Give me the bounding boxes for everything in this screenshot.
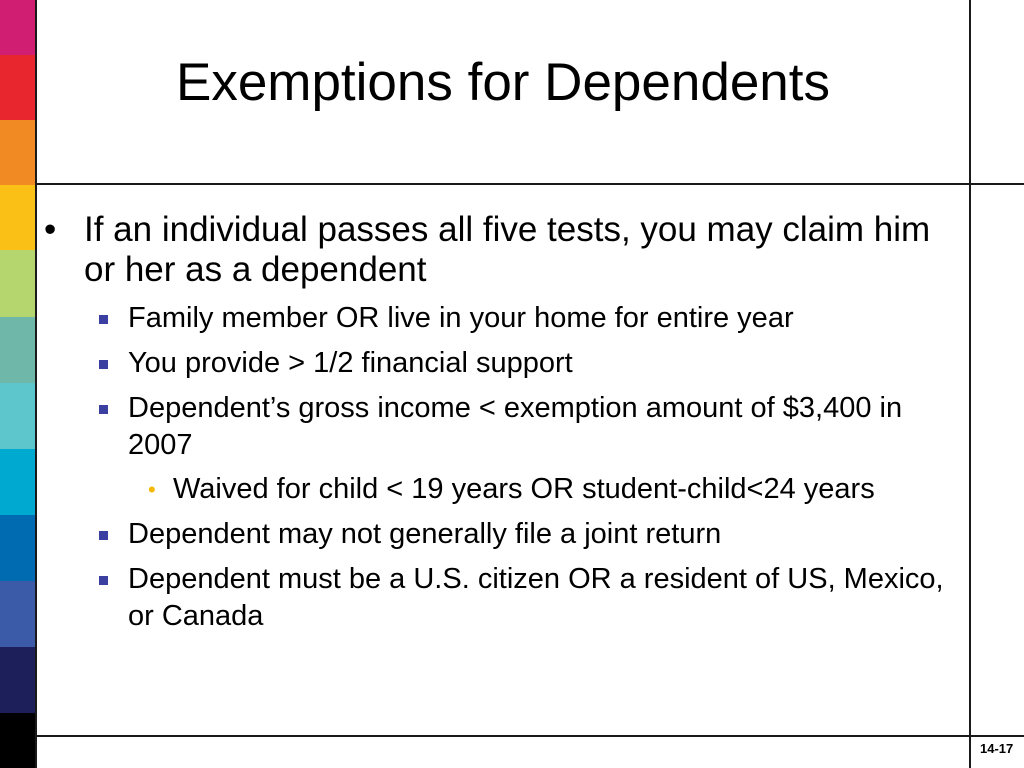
color-block-navy: [0, 647, 35, 713]
color-block-indigo: [0, 581, 35, 647]
test-subitem: [40, 471, 960, 508]
test-item-text: Dependent must be a U.S. citizen OR a resident of US, Mexico, or Canada: [128, 563, 944, 632]
test-item-text: Dependent’s gross income < exemption amount of $3,400 in 2007: [128, 392, 903, 461]
test-item: [40, 516, 960, 553]
test-item: [40, 390, 960, 464]
test-item-text: Dependent may not generally file a joint return: [128, 518, 722, 550]
square-bullet-icon: [99, 315, 108, 324]
color-block-blue: [0, 515, 35, 581]
color-block-yellow: [0, 185, 35, 250]
square-bullet-icon: [99, 405, 108, 414]
color-strip: [0, 0, 37, 768]
test-item-text: You provide > 1/2 financial support: [128, 347, 573, 379]
color-block-magenta: [0, 0, 35, 55]
main-bullet-text: If an individual passes all five tests, you may claim him or her as a dependent: [84, 210, 931, 289]
test-item-text: Family member OR live in your home for entire year: [128, 302, 794, 334]
color-block-orange: [0, 120, 35, 185]
bullet-dot-icon: •: [44, 210, 57, 249]
color-block-teal: [0, 317, 35, 383]
color-block-lime: [0, 250, 35, 317]
main-bullet: [40, 210, 960, 290]
test-item: [40, 561, 960, 635]
color-block-aqua: [0, 383, 35, 449]
title-divider: [37, 183, 1024, 185]
color-block-cyan: [0, 449, 35, 515]
test-subitem-text: Waived for child < 19 years OR student-child<24 years: [173, 473, 875, 505]
square-bullet-icon: [99, 576, 108, 585]
test-item: [40, 300, 960, 337]
color-block-black: [0, 713, 35, 768]
slide-title: Exemptions for Dependents: [175, 53, 831, 112]
test-item: [40, 345, 960, 382]
page-number: 14-17: [980, 741, 1014, 756]
color-block-red: [0, 55, 35, 120]
square-bullet-icon: [99, 531, 108, 540]
slide-body: [40, 210, 960, 635]
square-bullet-icon: [99, 360, 108, 369]
right-margin-rule: [969, 0, 971, 768]
small-dot-icon: •: [148, 477, 156, 502]
footer-divider: [37, 735, 1024, 737]
